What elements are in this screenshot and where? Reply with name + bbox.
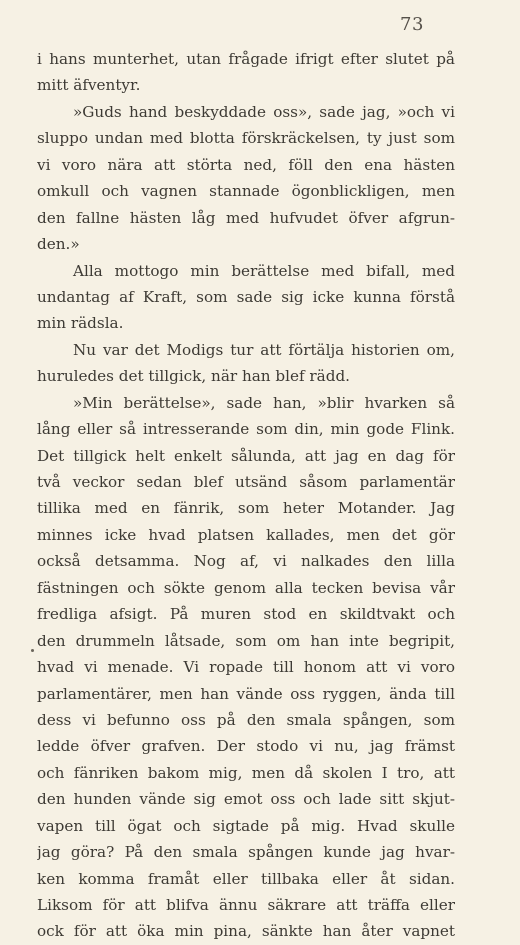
text-line: den drummeln låtsade, som om han inte begripit,	[37, 631, 455, 650]
body-text	[37, 46, 455, 945]
text-line: också detsamma. Nog af, vi nalkades den lilla	[37, 552, 455, 571]
page-number: 73	[400, 14, 424, 35]
text-line: ledde öfver grafven. Der stodo vi nu, jag främst	[37, 737, 455, 756]
text-line: Nu var det Modigs tur att förtälja historien om,	[73, 340, 455, 359]
text-line: Det tillgick helt enkelt sålunda, att jag en dag för	[37, 446, 455, 465]
text-line: och fänriken bakom mig, men då skolen I tro, att	[37, 763, 455, 782]
text-line: tillika med en fänrik, som heter Motander. Jag	[37, 499, 455, 518]
text-line: den.»	[37, 235, 80, 254]
text-line: huruledes det tillgick, när han blef rädd.	[37, 367, 351, 386]
text-line: omkull och vagnen stannade ögonblickligen, men	[37, 182, 455, 201]
text-line: i hans munterhet, utan frågade ifrigt efter slutet på	[37, 50, 455, 68]
text-line: ock för att öka min pina, sänkte han åter vapnet	[37, 922, 455, 941]
text-line: den fallne hästen låg med hufvudet öfver afgrun-	[37, 208, 455, 227]
text-line: lång eller så intresserande som din, min gode Flink.	[37, 420, 455, 439]
text-line: Alla mottogo min berättelse med bifall, med	[73, 261, 455, 280]
text-line: fredliga afsigt. På muren stod en skildtvakt och	[37, 605, 455, 624]
text-line: jag göra? På den smala spången kunde jag hvar-	[37, 843, 455, 862]
text-line: vi voro nära att störta ned, föll den ena hästen	[37, 155, 455, 174]
text-line: vapen till ögat och sigtade på mig. Hvad skulle	[37, 816, 455, 835]
text-line: sluppo undan med blotta förskräckelsen, ty just som	[37, 129, 455, 148]
text-line: min rädsla.	[37, 314, 124, 333]
text-line: parlamentärer, men han vände oss ryggen, ända till	[37, 684, 455, 703]
text-line: »Min berättelse», sade han, »blir hvarken så	[73, 393, 455, 412]
text-line: minnes icke hvad platsen kallades, men det gör	[37, 525, 455, 544]
text-line: Liksom för att blifva ännu säkrare att träffa eller	[37, 896, 455, 914]
text-line: undantag af Kraft, som sade sig icke kunna förstå	[37, 287, 455, 306]
text-line: ken komma framåt eller tillbaka eller åt sidan.	[37, 869, 455, 888]
text-line: dess vi befunno oss på den smala spången, som	[37, 710, 455, 729]
text-line: hvad vi menade. Vi ropade till honom att vi voro	[37, 658, 455, 677]
text-line: fästningen och sökte genom alla tecken bevisa vår	[37, 578, 455, 597]
text-line: mitt äfventyr.	[37, 76, 141, 95]
margin-mark	[31, 649, 34, 652]
text-line: »Guds hand beskyddade oss», sade jag, »och vi	[73, 102, 455, 121]
text-line: två veckor sedan blef utsänd såsom parlamentär	[37, 473, 455, 491]
text-line: den hunden vände sig emot oss och lade sitt skjut-	[37, 790, 455, 809]
